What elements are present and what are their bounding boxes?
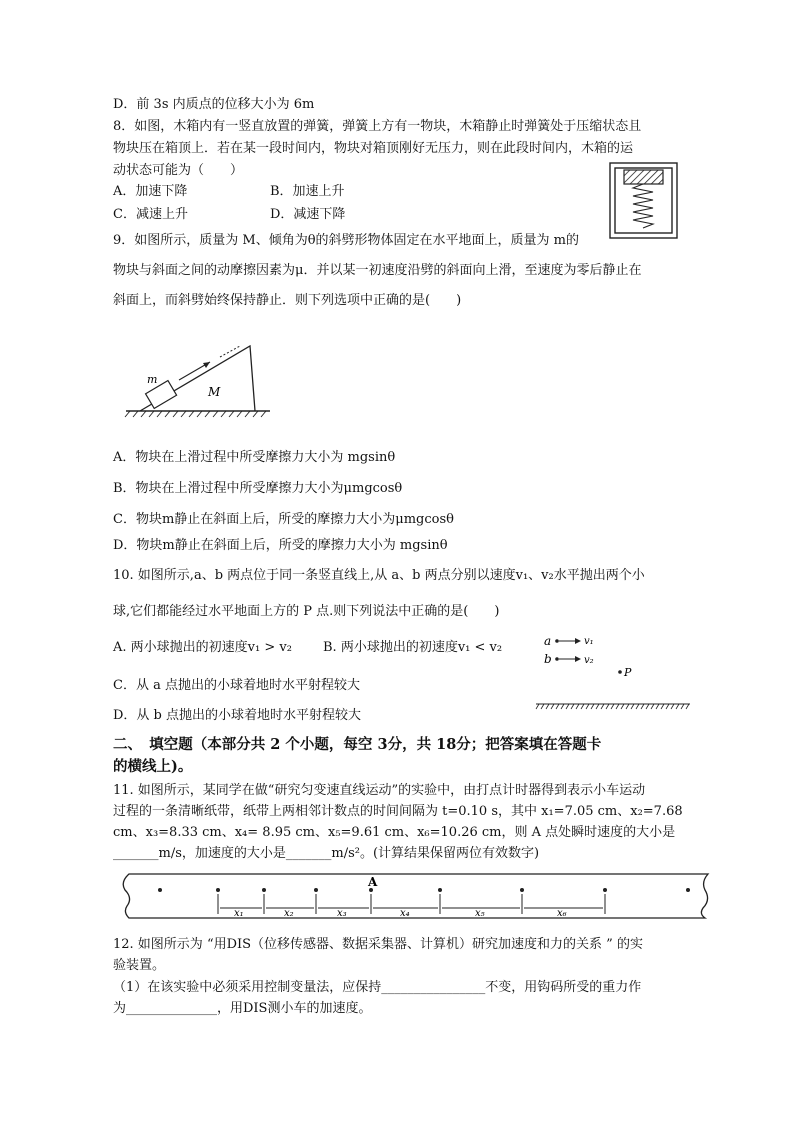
tape-outline [123, 874, 708, 918]
q9-stem-line-1: 9．如图所示，质量为 M、倾角为θ的斜劈形物体固定在水平地面上，质量为 m的 [113, 233, 580, 248]
q10-option-b: B. 两小球抛出的初速度v₁ < v₂ [323, 640, 503, 655]
q8-option-a: A．加速下降 [113, 184, 188, 199]
ground-hatch [125, 411, 266, 417]
q10-projectile-figure [534, 630, 694, 716]
q11-stem-line-3: cm、x₃=8.33 cm、x₄= 8.95 cm、x₅=9.61 cm、x₆=10.26 cm，则 A 点处瞬时速度的大小是 [113, 825, 676, 840]
point-p-label: P [624, 666, 632, 679]
q9-option-d: D．物块m静止在斜面上后，所受的摩擦力大小为 mgsinθ [113, 538, 448, 553]
label-M: M [208, 385, 221, 399]
q8-stem-line-3: 动状态可能为（ ） [113, 163, 244, 178]
q8-stem-line-1: 8．如图，木箱内有一竖直放置的弹簧，弹簧上方有一物块，木箱静止时弹簧处于压缩状态且 [113, 119, 642, 134]
q8-box-spring-figure [609, 162, 679, 240]
x6-label: x₆ [557, 908, 567, 919]
q9-stem-line-3: 斜面上，而斜劈始终保持静止．则下列选项中正确的是( ) [113, 293, 462, 308]
q9-stem-line-2: 物块与斜面之间的动摩擦因素为μ．并以某一初速度沿劈的斜面向上滑，至速度为零后静止在 [113, 263, 642, 278]
q8-option-b: B．加速上升 [270, 184, 345, 199]
q10-stem-line-2: 球,它们都能经过水平地面上方的 P 点.则下列说法中正确的是( ) [113, 604, 500, 619]
v2-label: v₂ [584, 655, 594, 666]
q7-option-d: D．前 3s 内质点的位移大小为 6m [113, 97, 315, 112]
q9-option-b: B．物块在上滑过程中所受摩擦力大小为μmgcosθ [113, 481, 403, 496]
v1-label: v₁ [584, 636, 594, 647]
q9-option-a: A．物块在上滑过程中所受摩擦力大小为 mgsinθ [113, 450, 396, 465]
q11-stem-line-1: 11. 如图所示，某同学在做“研究匀变速直线运动”的实验中，由打点计时器得到表示小车运动 [113, 783, 646, 798]
q10-option-d: D．从 b 点抛出的小球着地时水平射程较大 [113, 708, 362, 723]
q12-subq1-line-2: 为______________，用DIS测小车的加速度。 [113, 1001, 372, 1016]
point-A-label: A [368, 875, 378, 889]
x4-label: x₄ [400, 908, 410, 919]
label-m: m [147, 373, 158, 386]
q12-stem-line-1: 12. 如图所示为 “用DIS（位移传感器、数据采集器、计算机）研究加速度和力的关系 ” 的实 [113, 937, 643, 952]
x2-label: x₂ [284, 908, 294, 919]
q9-incline-figure [122, 340, 272, 420]
q10-stem-line-1: 10. 如图所示,a、b 两点位于同一条竖直线上,从 a、b 两点分别以速度v₁、v₂水平抛出两个小 [113, 568, 645, 583]
q9-option-c: C．物块m静止在斜面上后，所受的摩擦力大小为μmgcosθ [113, 512, 454, 527]
spring [633, 184, 653, 228]
q10-option-a: A. 两小球抛出的初速度v₁ > v₂ [113, 640, 292, 655]
x5-label: x₅ [475, 908, 485, 919]
q11-stem-line-2: 过程的一条清晰纸带，纸带上两相邻计数点的时间间隔为 t=0.10 s，其中 x₁=7.05 cm、x₂=7.68 [113, 804, 683, 819]
q8-stem-line-2: 物块压在箱顶上．若在某一段时间内，物块对箱顶刚好无压力，则在此段时间内，木箱的运 [113, 141, 634, 156]
x3-label: x₃ [337, 908, 347, 919]
x1-label: x₁ [234, 908, 244, 919]
q8-option-d: D．减速下降 [270, 207, 346, 222]
q12-subq1-line-1: （1）在该实验中必须采用控制变量法，应保持________________不变，用钩码所受的重力作 [113, 980, 642, 995]
q10-option-c: C．从 a 点抛出的小球着地时水平射程较大 [113, 678, 360, 693]
q11-stem-line-4: _______m/s，加速度的大小是_______m/s²。(计算结果保留两位有效数字) [113, 846, 540, 861]
q11-paper-tape-figure [115, 868, 715, 924]
section-2-heading-line-1: 二、 填空题（本部分共 2 个小题，每空 3分，共 18分；把答案填在答题卡 [113, 736, 602, 753]
q12-stem-line-2: 验装置。 [113, 958, 166, 973]
block [624, 170, 663, 184]
point-b-label: b [544, 652, 552, 666]
point-a-label: a [544, 634, 552, 648]
q8-option-c: C．减速上升 [113, 207, 188, 222]
section-2-heading-line-2: 的横线上)。 [113, 758, 193, 775]
